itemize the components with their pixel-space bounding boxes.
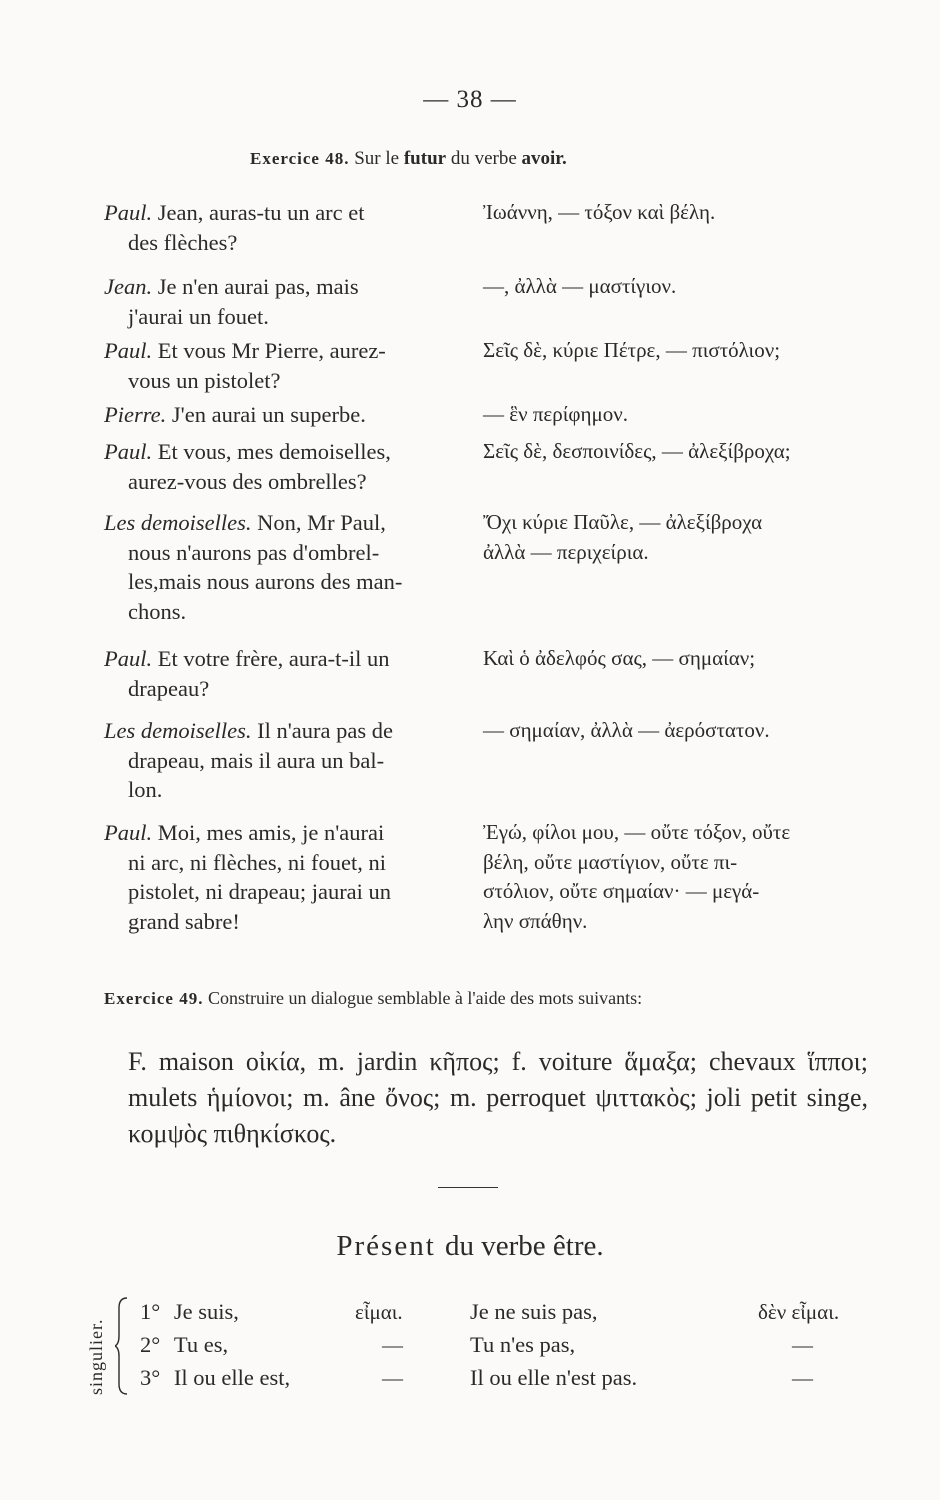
french-text: Et vous, mes demoiselles, <box>157 439 391 464</box>
greek-text: Ἰωάννη, — τόξον καὶ βέλη. <box>483 200 716 224</box>
greek-text: — σημαίαν, ἀλλὰ — ἀερόστατον. <box>483 718 770 742</box>
french-continuation: j'aurai un fouet. <box>128 303 269 329</box>
conj-row-2-aff-greek: — <box>382 1333 403 1357</box>
speaker: Jean. <box>104 274 153 299</box>
french-continuation: pistolet, ni drapeau; jaurai un <box>128 879 392 905</box>
vocabulary-list: F. maison οἰκία, m. jardin κῆπος; f. voiture ἅμαξα; chevaux ἵπποι; mulets ἡμίονοι; m. âne ὄνος; m. perroquet ψιττακὸς; joli petit singe, κομψὸς πιθηκίσκος. <box>128 1047 868 1148</box>
dialogue-line-1-gr <box>483 198 878 228</box>
speaker: Paul. <box>104 646 153 671</box>
french-text: Jean, auras-tu un arc et <box>157 200 365 225</box>
french-continuation: drapeau? <box>128 675 210 701</box>
section-title-verb: du verbe être. <box>445 1230 604 1262</box>
french-continuation: ni arc, ni flèches, ni fouet, ni <box>128 849 387 875</box>
section-title <box>0 1230 940 1263</box>
exercise-49-heading <box>104 988 642 1009</box>
section-title-present: Présent <box>336 1230 436 1262</box>
conj-row-1-aff <box>140 1299 239 1325</box>
french-continuation: vous un pistolet? <box>128 367 281 393</box>
dialogue-line-7-fr <box>104 644 474 703</box>
greek-text: Σεῖς δὲ, δεσποινίδες, — ἀλεξίβροχα; <box>483 439 791 463</box>
dialogue-line-9-fr <box>104 818 474 937</box>
affirmative-form: Je suis, <box>173 1299 239 1324</box>
french-continuation: les,mais nous aurons des man- <box>128 569 403 595</box>
french-continuation: lon. <box>128 777 163 803</box>
french-text: Et votre frère, aura-t-il un <box>157 646 390 671</box>
conj-row-2-neg-greek: — <box>792 1333 813 1357</box>
exercise-49-text: Construire un dialogue semblable à l'aide des mots suivants: <box>207 988 643 1008</box>
affirmative-form: Tu es, <box>173 1332 229 1357</box>
greek-text: —, ἀλλὰ — μαστίγιον. <box>483 274 677 298</box>
exercise-48-bold-b: avoir. <box>521 148 567 169</box>
dialogue-line-9-gr <box>483 818 878 937</box>
greek-text: ἀλλὰ — περιχείρια. <box>483 539 649 564</box>
conj-row-3-neg-greek: — <box>792 1366 813 1390</box>
french-text: Moi, mes amis, je n'aurai <box>157 820 385 845</box>
greek-text: Ἐγώ, φίλοι μου, — οὔτε τόξον, οὔτε <box>483 820 791 844</box>
dialogue-line-1-fr <box>104 198 474 257</box>
dialogue-line-6-fr <box>104 508 474 627</box>
conj-row-1-neg-greek: δὲν εἶμαι. <box>758 1300 840 1324</box>
speaker: Paul. <box>104 200 153 225</box>
speaker: Paul. <box>104 820 153 845</box>
brace-bracket <box>115 1296 129 1396</box>
greek-text: βέλη, οὔτε μαστίγιον, οὔτε πι- <box>483 849 738 874</box>
greek-text: — ἓν περίφημον. <box>483 402 628 426</box>
page-number: — 38 — <box>423 86 517 113</box>
dialogue-line-6-gr <box>483 508 878 567</box>
dialogue-line-4-fr <box>104 400 474 430</box>
french-text: Je n'en aurai pas, mais <box>157 274 359 299</box>
exercise-48-label: Exercice 48. <box>250 149 350 168</box>
greek-text: Καὶ ὁ ἀδελφός σας, — σημαίαν; <box>483 646 756 670</box>
dialogue-line-2-gr <box>483 272 878 302</box>
conj-row-3-aff-greek: — <box>382 1366 403 1390</box>
french-continuation: des flèches? <box>128 229 238 255</box>
exercise-48-bold-a: futur <box>403 148 447 169</box>
dialogue-line-2-fr <box>104 272 474 331</box>
exercise-48-text-a: Sur le <box>354 148 400 169</box>
exercise-48-text-b: du verbe <box>450 148 517 169</box>
dialogue-line-8-gr <box>483 716 878 746</box>
speaker: Pierre. <box>104 402 167 427</box>
dialogue-line-4-gr <box>483 400 878 430</box>
dialogue-line-5-fr <box>104 437 474 496</box>
french-text: Et vous Mr Pierre, aurez- <box>157 338 386 363</box>
french-text: Il n'aura pas de <box>257 718 393 743</box>
section-divider <box>438 1187 498 1188</box>
conj-row-2-aff <box>140 1332 228 1358</box>
french-text: J'en aurai un superbe. <box>171 402 366 427</box>
person-number: 2° <box>140 1332 161 1357</box>
speaker: Les demoiselles. <box>104 718 252 743</box>
conj-row-3-neg: Il ou elle n'est pas. <box>470 1365 638 1390</box>
dialogue-line-3-fr <box>104 336 474 395</box>
affirmative-form: Il ou elle est, <box>173 1365 291 1390</box>
speaker: Paul. <box>104 439 153 464</box>
french-continuation: chons. <box>128 599 187 625</box>
french-continuation: nous n'aurons pas d'ombrel- <box>128 539 380 565</box>
dialogue-line-8-fr <box>104 716 474 805</box>
conj-row-2-neg: Tu n'es pas, <box>470 1332 576 1357</box>
french-continuation: aurez-vous des ombrelles? <box>128 468 367 494</box>
conj-row-1-aff-greek: εἶμαι. <box>355 1300 403 1324</box>
dialogue-line-7-gr <box>483 644 878 674</box>
person-number: 1° <box>140 1299 161 1324</box>
person-number: 3° <box>140 1365 161 1390</box>
greek-text: Σεῖς δὲ, κύριε Πέτρε, — πιστόλιον; <box>483 338 781 362</box>
greek-text: Ὄχι κύριε Παῦλε, — ἀλεξίβροχα <box>483 510 763 534</box>
dialogue-line-5-gr <box>483 437 878 467</box>
greek-text: λην σπάθην. <box>483 909 588 934</box>
conj-row-1-neg: Je ne suis pas, <box>470 1299 598 1324</box>
conj-row-3-aff <box>140 1365 290 1391</box>
exercise-49-label: Exercice 49. <box>104 989 204 1008</box>
greek-text: στόλιον, οὔτε σημαίαν· — μεγά- <box>483 879 760 904</box>
french-continuation: grand sabre! <box>128 909 240 935</box>
french-text: Non, Mr Paul, <box>257 510 386 535</box>
speaker: Les demoiselles. <box>104 510 252 535</box>
dialogue-line-3-gr <box>483 336 878 366</box>
french-continuation: drapeau, mais il aura un bal- <box>128 747 385 773</box>
exercise-48-heading <box>250 148 567 170</box>
speaker: Paul. <box>104 338 153 363</box>
singular-label: singulier. <box>86 1318 106 1395</box>
